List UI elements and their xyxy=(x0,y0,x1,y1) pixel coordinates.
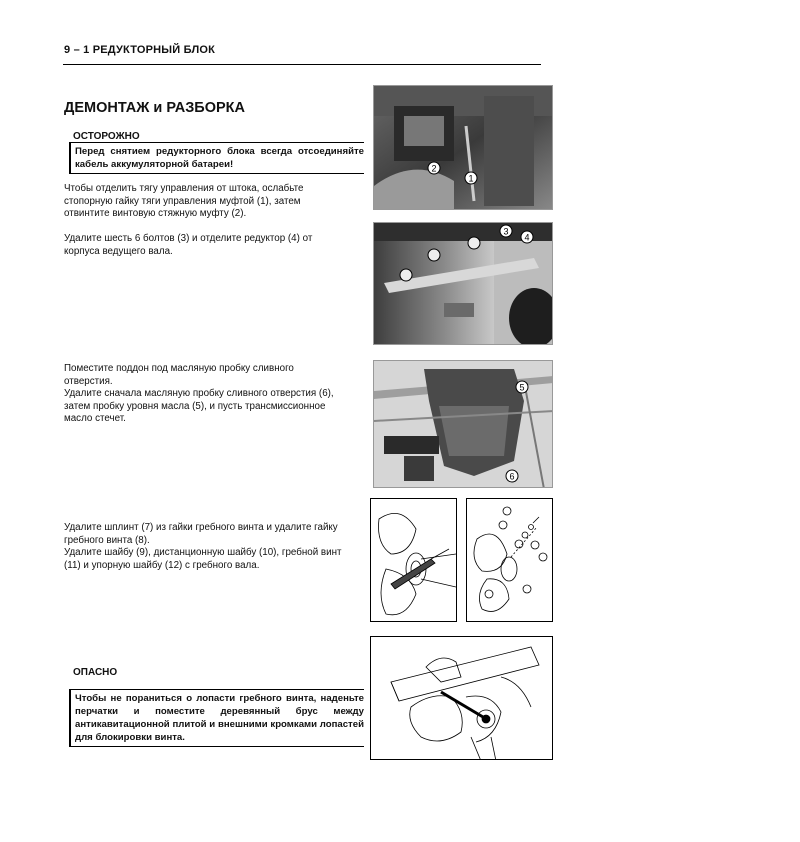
step-1-text: Чтобы отделить тягу управления от штока, ослабьте стопорную гайку тяги управления муфтой (1), затем отвинтите винтовую стяжную муфту (2). xyxy=(64,183,304,220)
fig3-callout-5: 5 xyxy=(519,382,525,393)
fig3-callout-6: 6 xyxy=(509,471,515,482)
fig1-callout-2: 2 xyxy=(431,163,437,174)
figure-cotter-pin-drawing xyxy=(370,498,457,622)
fig2-callout-4: 4 xyxy=(524,232,530,243)
figure-propeller-exploded-drawing xyxy=(466,498,553,622)
caution-box xyxy=(69,142,364,174)
figure-wooden-block-drawing xyxy=(370,636,553,760)
page-header: 9 – 1 РЕДУКТОРНЫЙ БЛОК xyxy=(64,44,216,56)
step-4-text: Удалите шплинт (7) из гайки гребного винта и удалите гайку гребного винта (8). Удалите шайбу (9), дистанционную шайбу (10), гребной винт (11) и упорную шайбу (12) с гребного вала. xyxy=(64,522,342,571)
figure-control-rod-photo xyxy=(373,85,553,210)
figure-oil-drain-photo xyxy=(373,360,553,488)
danger-box xyxy=(69,689,364,747)
step-3-text: Поместите поддон под масляную пробку сливного отверстия. Удалите сначала масляную пробку сливного отверстия (6), затем пробку уровня масла (5), и пусть трансмиссионное масло стечет. xyxy=(64,363,334,425)
figure-gearcase-bolts-photo xyxy=(373,222,553,345)
header-rule xyxy=(63,64,541,65)
fig1-callout-1: 1 xyxy=(468,173,474,184)
danger-label: ОПАСНО xyxy=(73,667,118,678)
caution-label: ОСТОРОЖНО xyxy=(73,131,140,142)
caution-text: Перед снятием редукторного блока всегда отсоединяйте кабель аккумуляторной батареи! xyxy=(75,146,364,170)
step-2-text: Удалите шесть 6 болтов (3) и отделите редуктор (4) от корпуса ведущего вала. xyxy=(64,233,313,257)
section-title: ДЕМОНТАЖ и РАЗБОРКА xyxy=(64,100,245,116)
fig2-callout-3: 3 xyxy=(503,226,509,237)
danger-text: Чтобы не пораниться о лопасти гребного винта, наденьте перчатки и поместите деревянный брус между антикавитационной плитой и внешними кромками лопастей для блокировки винта. xyxy=(75,693,364,743)
